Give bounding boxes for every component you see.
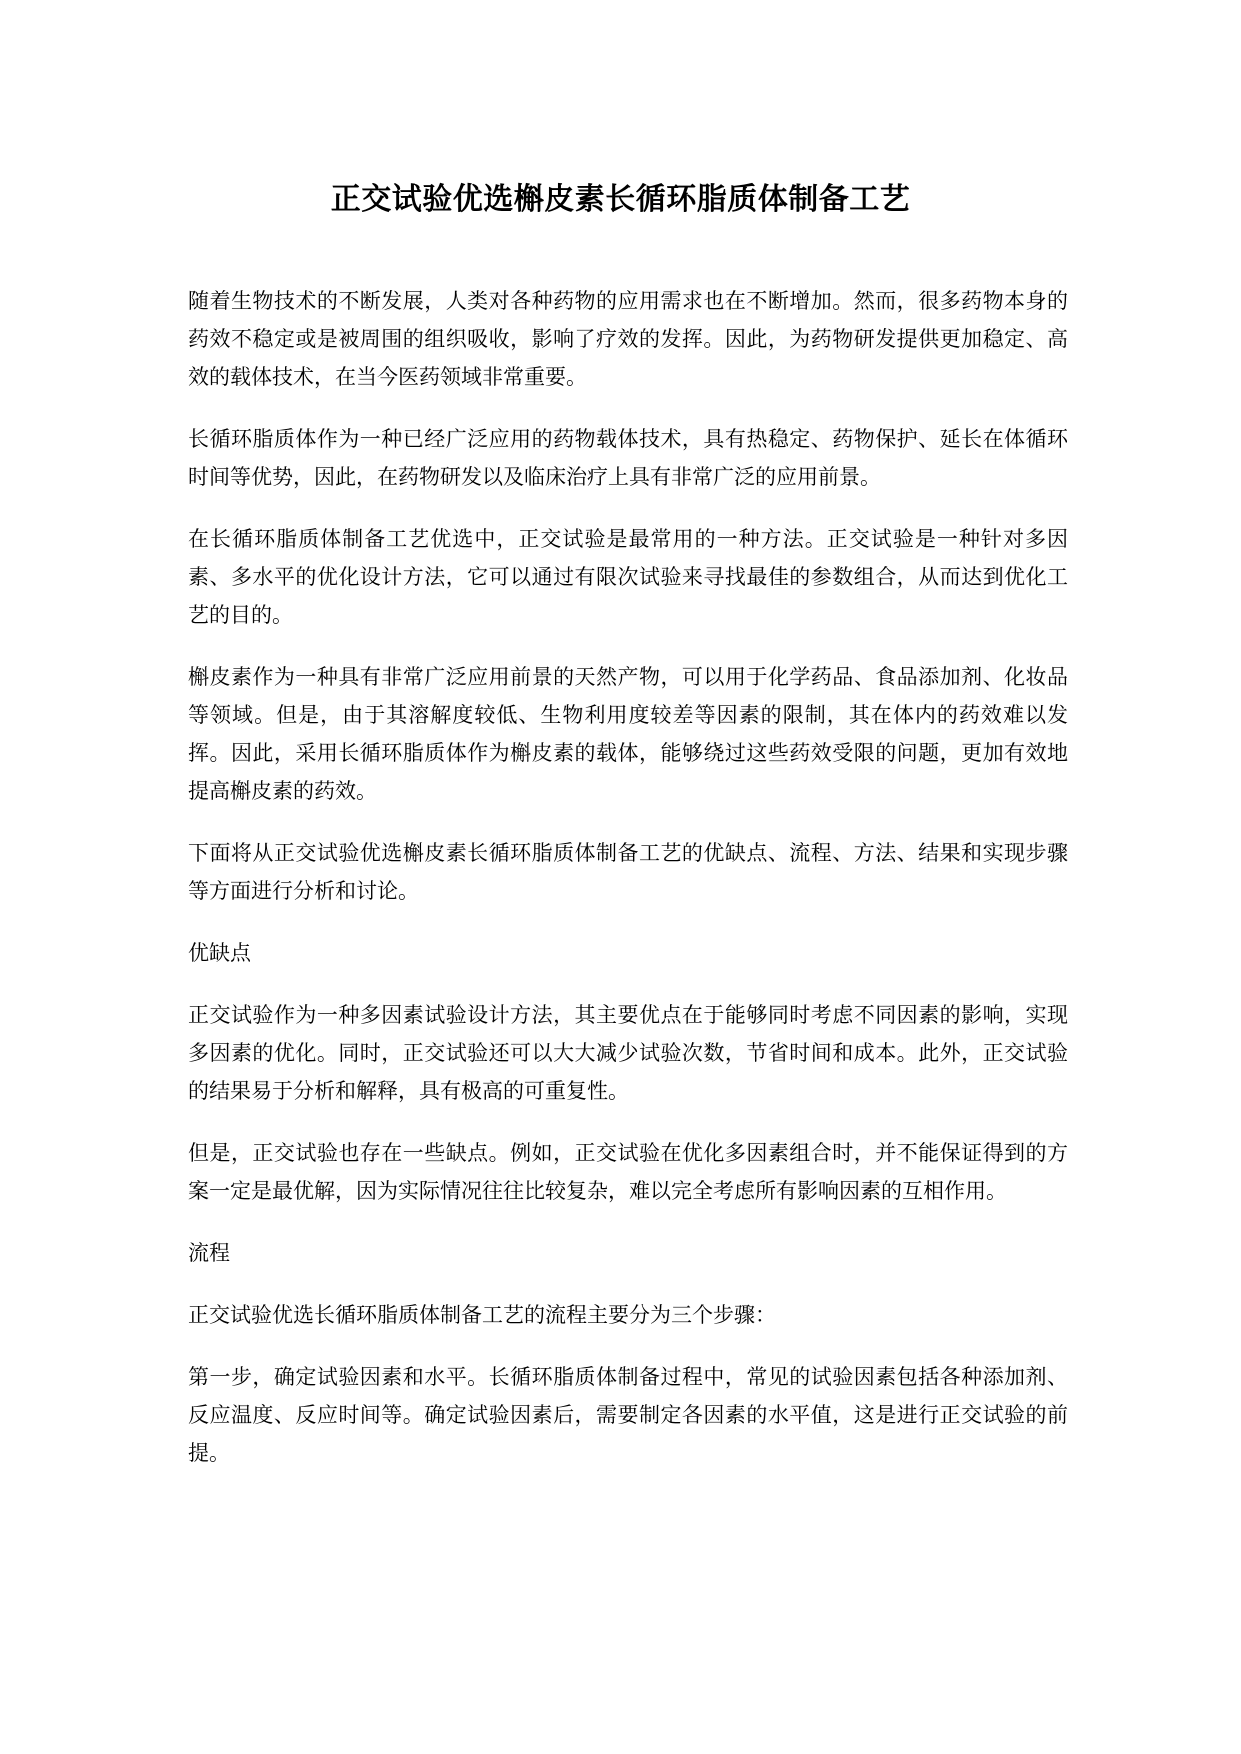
document-title: 正交试验优选槲皮素长循环脂质体制备工艺	[330, 182, 911, 217]
paragraph-intro-1: 随着生物技术的不断发展，人类对各种药物的应用需求也在不断增加。然而，很多药物本身的药效不稳定或是被周围的组织吸收，影响了疗效的发挥。因此，为药物研发提供更加稳定、高效的载体技术，在当今医药领域非常重要。	[188, 289, 1068, 389]
paragraph-intro-4: 槲皮素作为一种具有非常广泛应用前景的天然产物，可以用于化学药品、食品添加剂、化妆品等领域。但是，由于其溶解度较低、生物利用度较差等因素的限制，其在体内的药效难以发挥。因此，采用长循环脂质体作为槲皮素的载体，能够绕过这些药效受限的问题，更加有效地提高槲皮素的药效。	[188, 665, 1068, 803]
paragraph-cons: 但是，正交试验也存在一些缺点。例如，正交试验在优化多因素组合时，并不能保证得到的方案一定是最优解，因为实际情况往往比较复杂，难以完全考虑所有影响因素的互相作用。	[188, 1141, 1068, 1203]
paragraph-intro-3: 在长循环脂质体制备工艺优选中，正交试验是最常用的一种方法。正交试验是一种针对多因素、多水平的优化设计方法，它可以通过有限次试验来寻找最佳的参数组合，从而达到优化工艺的目的。	[188, 527, 1068, 627]
paragraph-intro-5: 下面将从正交试验优选槲皮素长循环脂质体制备工艺的优缺点、流程、方法、结果和实现步骤等方面进行分析和讨论。	[188, 841, 1068, 903]
section-heading-pros-cons: 优缺点	[188, 941, 251, 965]
paragraph-process-intro: 正交试验优选长循环脂质体制备工艺的流程主要分为三个步骤：	[188, 1303, 776, 1327]
document-body	[188, 282, 1068, 1496]
paragraph-process-step-1: 第一步，确定试验因素和水平。长循环脂质体制备过程中，常见的试验因素包括各种添加剂、反应温度、反应时间等。确定试验因素后，需要制定各因素的水平值，这是进行正交试验的前提。	[188, 1365, 1068, 1465]
paragraph-pros: 正交试验作为一种多因素试验设计方法，其主要优点在于能够同时考虑不同因素的影响，实现多因素的优化。同时，正交试验还可以大大减少试验次数，节省时间和成本。此外，正交试验的结果易于分析和解释，具有极高的可重复性。	[188, 1003, 1068, 1103]
paragraph-intro-2: 长循环脂质体作为一种已经广泛应用的药物载体技术，具有热稳定、药物保护、延长在体循环时间等优势，因此，在药物研发以及临床治疗上具有非常广泛的应用前景。	[188, 427, 1068, 489]
section-heading-process: 流程	[188, 1241, 230, 1265]
